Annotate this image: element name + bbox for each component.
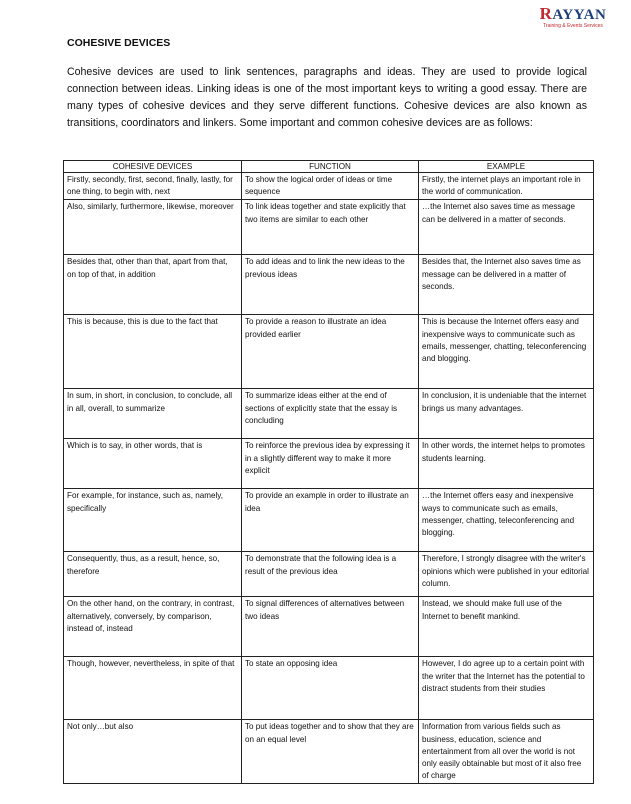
example-cell: This is because the Internet offers easy and inexpensive ways to communicate such as emails, messenger, chatting, teleconferencing and blogging. [419, 315, 594, 389]
function-cell: To provide a reason to illustrate an idea provided earlier [242, 315, 419, 389]
header-function: FUNCTION [242, 161, 419, 173]
logo-tagline: Training & Events Services [543, 23, 603, 29]
intro-paragraph: Cohesive devices are used to link sentences, paragraphs and ideas. They are used to provide logical connection between ideas. Linking ideas is one of the most important keys to writing a good essay. There are many types of cohesive devices and they serve different functions. Cohesive devices are also known as transitions, coordinators and linkers. Some important and common cohesive devices are as follows: [67, 66, 587, 129]
page-title: COHESIVE DEVICES [67, 37, 171, 49]
device-cell: Also, similarly, furthermore, likewise, moreover [64, 200, 242, 255]
device-cell: Firstly, secondly, first, second, finally, lastly, for one thing, to begin with, next [64, 173, 242, 200]
device-cell: For example, for instance, such as, namely, specifically [64, 489, 242, 552]
table-row [64, 255, 594, 315]
device-cell: Which is to say, in other words, that is [64, 439, 242, 489]
example-cell: In conclusion, it is undeniable that the internet brings us many advantages. [419, 389, 594, 439]
function-cell: To state an opposing idea [242, 657, 419, 720]
table-row [64, 597, 594, 657]
device-cell: This is because, this is due to the fact that [64, 315, 242, 389]
cohesive-devices-table [63, 160, 594, 784]
example-cell: Information from various fields such as business, education, science and entertainment from all over the world is not only easily obtainable but most of it also free of charge [419, 720, 594, 784]
function-cell: To summarize ideas either at the end of sections of explicitly state that the essay is concluding [242, 389, 419, 439]
function-cell: To reinforce the previous idea by expressing it in a slightly different way to make it more explicit [242, 439, 419, 489]
example-cell: Firstly, the internet plays an important role in the world of communication. [419, 173, 594, 200]
table-row [64, 200, 594, 255]
table-row [64, 552, 594, 597]
logo-wordmark: RAYYAN [539, 4, 607, 23]
function-cell: To link ideas together and state explicitly that two items are similar to each other [242, 200, 419, 255]
table-row [64, 720, 594, 784]
device-cell: Besides that, other than that, apart from that, on top of that, in addition [64, 255, 242, 315]
example-cell: Instead, we should make full use of the Internet to benefit mankind. [419, 597, 594, 657]
header-cohesive-devices: COHESIVE DEVICES [64, 161, 242, 173]
example-cell: In other words, the internet helps to promotes students learning. [419, 439, 594, 489]
example-cell: …the Internet also saves time as message can be delivered in a matter of seconds. [419, 200, 594, 255]
function-cell: To provide an example in order to illustrate an idea [242, 489, 419, 552]
device-cell: In sum, in short, in conclusion, to conclude, all in all, overall, to summarize [64, 389, 242, 439]
table-row [64, 439, 594, 489]
function-cell: To signal differences of alternatives between two ideas [242, 597, 419, 657]
example-cell: However, I do agree up to a certain point with the writer that the Internet has the potential to distract students from their studies [419, 657, 594, 720]
device-cell: Not only…but also [64, 720, 242, 784]
example-cell: Besides that, the Internet also saves time as message can be delivered in a matter of seconds. [419, 255, 594, 315]
example-cell: …the Internet offers easy and inexpensive ways to communicate such as emails, messenger, chatting, teleconferencing and blogging. [419, 489, 594, 552]
table-row [64, 173, 594, 200]
device-cell: Though, however, nevertheless, in spite of that [64, 657, 242, 720]
company-logo [538, 6, 608, 29]
table-row [64, 315, 594, 389]
example-cell: Therefore, I strongly disagree with the writer's opinions which were published in your editorial column. [419, 552, 594, 597]
device-cell: On the other hand, on the contrary, in contrast, alternatively, conversely, by comparison, instead of, instead [64, 597, 242, 657]
function-cell: To put ideas together and to show that they are on an equal level [242, 720, 419, 784]
table-row [64, 489, 594, 552]
function-cell: To demonstrate that the following idea is a result of the previous idea [242, 552, 419, 597]
device-cell: Consequently, thus, as a result, hence, so, therefore [64, 552, 242, 597]
function-cell: To add ideas and to link the new ideas to the previous ideas [242, 255, 419, 315]
table-row [64, 657, 594, 720]
function-cell: To show the logical order of ideas or time sequence [242, 173, 419, 200]
table-header-row [64, 161, 594, 173]
table-row [64, 389, 594, 439]
header-example: EXAMPLE [419, 161, 594, 173]
logo-wordmark-rest: AYYAN [552, 7, 607, 23]
